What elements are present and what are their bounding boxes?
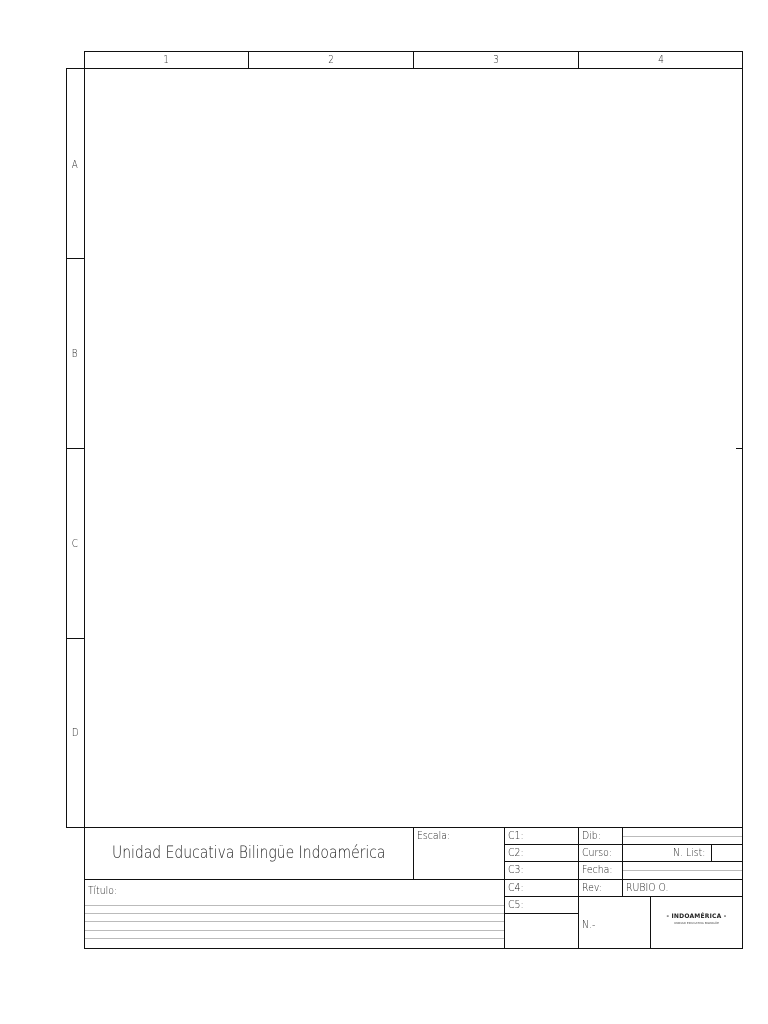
row-line xyxy=(504,861,743,862)
escala-divider xyxy=(413,827,414,879)
indoamerica-logo xyxy=(652,913,741,925)
row-strip-bottom xyxy=(66,827,85,828)
titulo-label: Título: xyxy=(88,884,118,897)
logo-name: - INDOAMÉRICA - xyxy=(666,913,727,920)
titulo-guide-line xyxy=(85,930,504,931)
school-title-divider xyxy=(84,879,505,880)
c4-label: C4: xyxy=(508,881,524,894)
title-block-bottom-border xyxy=(84,948,743,949)
escala-label: Escala: xyxy=(417,829,451,842)
row-label: A xyxy=(71,158,78,171)
rev-label: Rev: xyxy=(582,881,603,894)
row-line xyxy=(504,844,743,845)
c-column-divider xyxy=(504,827,505,949)
c1-label: C1: xyxy=(508,829,524,842)
column-label: 3 xyxy=(493,53,499,66)
titulo-guide-line xyxy=(85,921,504,922)
frame-right-border xyxy=(742,51,743,949)
school-name: Unidad Educativa Bilingüe Indoamérica xyxy=(112,843,386,863)
col-divider xyxy=(248,51,249,69)
row-label: D xyxy=(71,726,79,739)
row-line xyxy=(504,896,743,897)
nlist-divider xyxy=(711,844,712,861)
curso-label: Curso: xyxy=(582,846,613,859)
right-center-tick xyxy=(736,448,743,449)
column-label: 1 xyxy=(163,53,169,66)
fecha-label: Fecha: xyxy=(582,863,613,876)
titulo-guide-line xyxy=(85,913,504,914)
c2-label: C2: xyxy=(508,846,524,859)
col-divider xyxy=(413,51,414,69)
rev-value: RUBIO O. xyxy=(626,881,669,894)
dib-label: Dib: xyxy=(582,829,601,842)
row-divider xyxy=(66,638,85,639)
n-label: N.- xyxy=(582,918,596,931)
column-label: 2 xyxy=(328,53,334,66)
c5-label: C5: xyxy=(508,898,524,911)
row-label: B xyxy=(71,347,78,360)
top-strip-left-border xyxy=(84,51,85,69)
titulo-guide-line xyxy=(85,938,504,939)
col-divider xyxy=(578,51,579,69)
row-line xyxy=(504,879,743,880)
row-divider xyxy=(66,258,85,259)
row-divider xyxy=(66,448,85,449)
row-strip-top xyxy=(66,68,85,69)
nlist-label: N. List: xyxy=(673,846,706,859)
row-line xyxy=(504,913,579,914)
column-label: 4 xyxy=(658,53,664,66)
logo-subtitle: UNIDAD EDUCATIVA BILINGÜE xyxy=(674,921,719,925)
row-label: C xyxy=(71,537,78,550)
titulo-guide-line xyxy=(85,905,504,906)
fecha-guide-line xyxy=(623,870,742,871)
dib-guide-line xyxy=(623,836,742,837)
logo-divider xyxy=(650,896,651,949)
c3-label: C3: xyxy=(508,863,524,876)
info-column-divider xyxy=(578,827,579,949)
